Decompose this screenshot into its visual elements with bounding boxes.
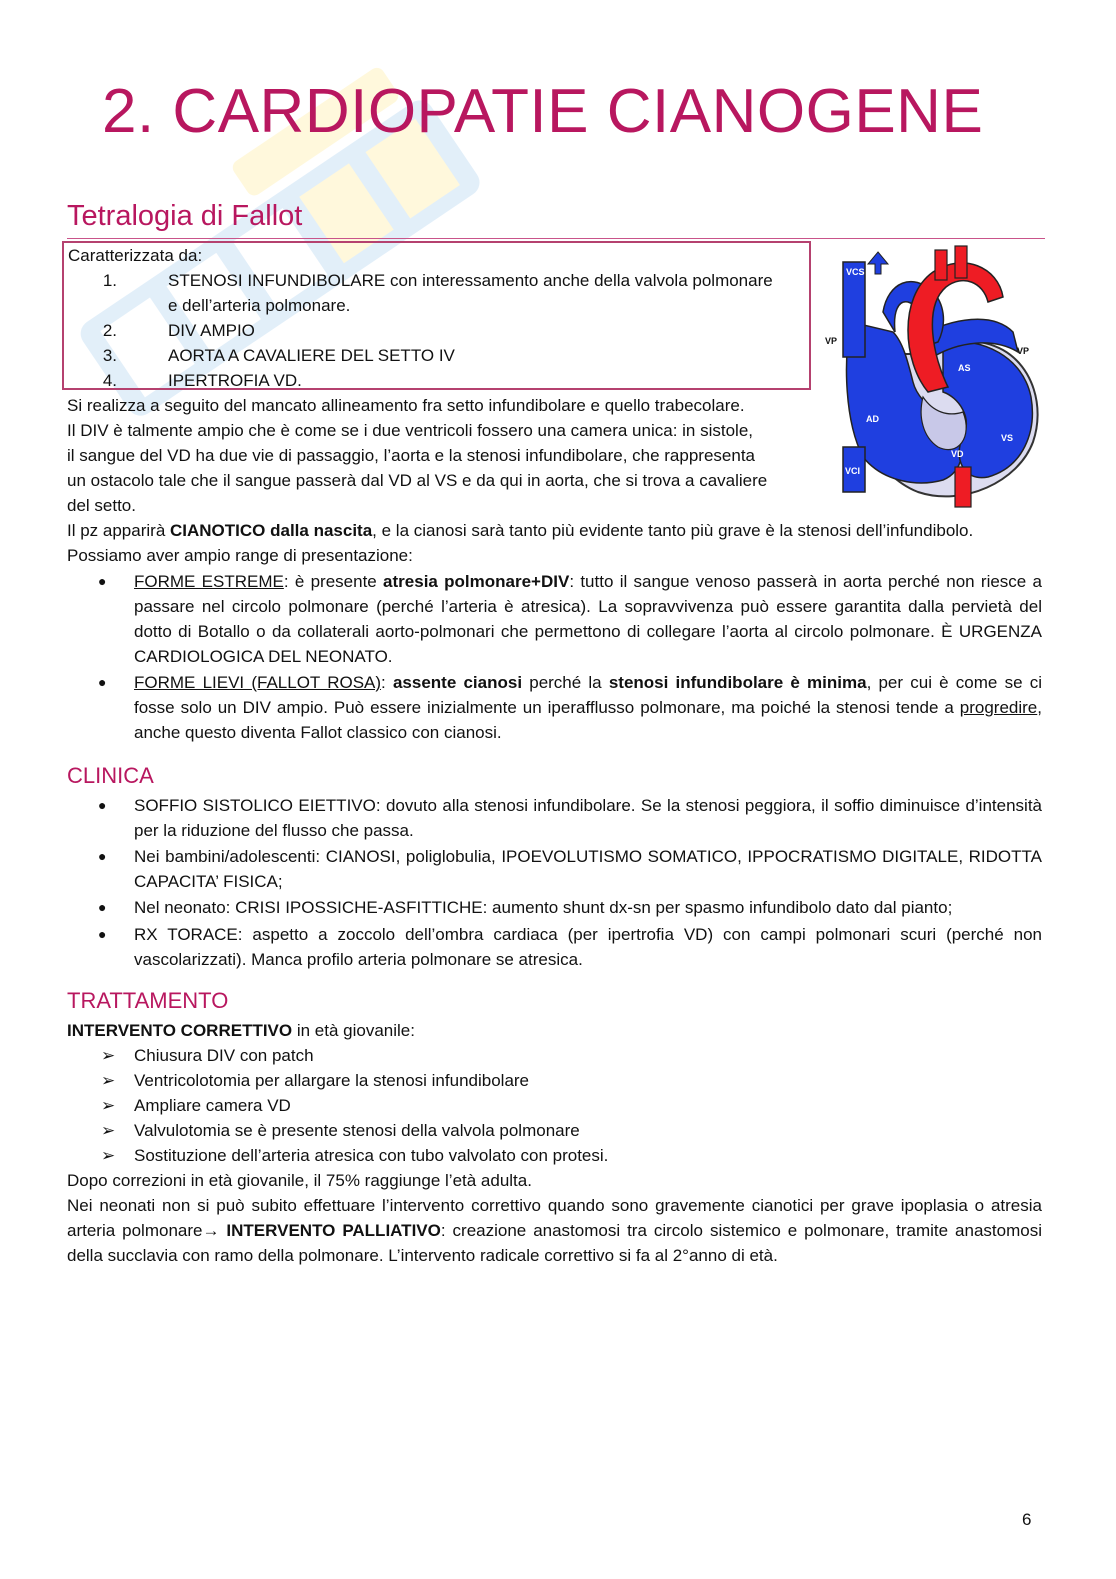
list-item-text: DIV AMPIO (168, 321, 255, 340)
label-as: AS (958, 363, 971, 373)
treatment-item: Sostituzione dell’arteria atresica con tubo valvolato con protesi. (134, 1146, 609, 1165)
list-item-text: STENOSI INFUNDIBOLARE con interessamento anche della valvola polmonare (168, 271, 773, 290)
list-number: 1. (102, 271, 117, 290)
label-ad: AD (866, 414, 879, 424)
treatment-item: Ampliare camera VD (134, 1096, 291, 1115)
aortic-branch (955, 246, 967, 278)
description-line: Il DIV è talmente ampio che è come se i due ventricoli fossero una camera unica: in sistole, (67, 421, 754, 440)
treatment-outcome: Dopo correzioni in età giovanile, il 75% raggiunge l’età adulta. (67, 1171, 532, 1190)
bullet-icon: ● (98, 573, 107, 589)
form-mild: FORME LIEVI (FALLOT ROSA): assente cianosi perché la stenosi infundibolare è minima, per cui è come se ci fosse solo un DIV ampio. Può essere inizialmente un iperafflusso polmonare, ma poiché la stenosi tende a progredire, anche questo diventa Fallot classico con cianosi. (134, 673, 1042, 742)
arrow-bullet-icon: ➢ (101, 1096, 116, 1115)
section-title: Tetralogia di Fallot (67, 200, 303, 232)
heart-diagram (823, 242, 1041, 508)
section-divider (67, 238, 1045, 239)
arrow-bullet-icon: ➢ (101, 1146, 116, 1165)
chapter-title: 2. CARDIOPATIE CIANOGENE (102, 77, 984, 146)
arrow-bullet-icon: ➢ (101, 1046, 116, 1065)
label-vd: VD (951, 449, 964, 459)
flow-arrow-icon (868, 252, 888, 274)
description-line: un ostacolo tale che il sangue passerà dal VD al VS e da qui in aorta, che si trova a cavaliere (67, 471, 768, 490)
clinic-title: CLINICA (67, 763, 154, 788)
arrow-bullet-icon: ➢ (101, 1071, 116, 1090)
bullet-icon: ● (98, 797, 107, 813)
arrow-bullet-icon: ➢ (101, 1121, 116, 1140)
label-vci: VCI (845, 466, 861, 476)
description-line: Si realizza a seguito del mancato allineamento fra setto infundibolare e quello trabecolare. (67, 396, 745, 415)
label-vp-right: VP (1017, 346, 1030, 356)
treatment-item: Chiusura DIV con patch (134, 1046, 314, 1065)
treatment-item: Ventricolotomia per allargare la stenosi infundibolare (134, 1071, 530, 1090)
treatment-title: TRATTAMENTO (67, 988, 229, 1013)
page-number: 6 (1022, 1510, 1032, 1529)
clinic-item: SOFFIO SISTOLICO EIETTIVO: dovuto alla stenosi infundibolare. Se la stenosi peggiora, il soffio diminuisce d’intensità per la riduzione del flusso che passa. (134, 796, 1042, 840)
label-vs: VS (1001, 433, 1014, 443)
label-vp-left: VP (825, 336, 838, 346)
cyanosis-line: Il pz apparirà CIANOTICO dalla nascita, e la cianosi sarà tanto più evidente tanto più grave è la stenosi dell’infundibolo. (67, 521, 974, 540)
clinic-item: RX TORACE: aspetto a zoccolo dell’ombra cardiaca (per ipertrofia VD) con campi polmonari scuri (perché non vascolarizzati). Manca profilo arteria polmonare se atresica. (134, 925, 1042, 969)
list-number: 2. (102, 321, 117, 340)
list-item-text: AORTA A CAVALIERE DEL SETTO IV (168, 346, 455, 365)
bullet-icon: ● (98, 899, 107, 915)
list-item-text-continued: e dell’arteria polmonare. (168, 296, 351, 315)
bullet-icon: ● (98, 926, 107, 942)
description-line: del setto. (67, 496, 136, 515)
treatment-intro: INTERVENTO CORRETTIVO in età giovanile: (67, 1021, 415, 1040)
range-intro: Possiamo aver ampio range di presentazione: (67, 546, 413, 565)
treatment-neonates: Nei neonati non si può subito effettuare l’intervento correttivo quando sono gravemente cianotici per grave ipoplasia o atresia arteria polmonare→ INTERVENTO PALLIATIVO: creazione anastomosi tra circolo sistemico e polmonare, tramite anastomosi della succlavia con ramo della polmonare. L’intervento radicale correttivo si fa al 2°anno di età. (67, 1196, 1042, 1265)
intro-label: Caratterizzata da: (68, 246, 203, 265)
list-number: 3. (102, 346, 117, 365)
bullet-icon: ● (98, 674, 107, 690)
treatment-item: Valvulotomia se è presente stenosi della valvola polmonare (134, 1121, 580, 1140)
form-extreme: FORME ESTREME: è presente atresia polmonare+DIV: tutto il sangue venoso passerà in aorta perché non riesce a passare nel circolo polmonare (perché l’arteria è atresica). La sopravvivenza può essere garantita dalla pervietà del dotto di Botallo o da collaterali aorto-polmonari che permettono di collegare l’aorta al circolo polmonare. È URGENZA CARDIOLOGICA DEL NEONATO. (134, 572, 1042, 666)
list-number: 4. (102, 371, 117, 390)
clinic-item: Nei bambini/adolescenti: CIANOSI, poliglobulia, IPOEVOLUTISMO SOMATICO, IPPOCRATISMO DIGITALE, RIDOTTA CAPACITA’ FISICA; (134, 847, 1042, 891)
descending-aorta (955, 467, 971, 507)
list-item-text: IPERTROFIA VD. (168, 371, 302, 390)
bullet-icon: ● (98, 848, 107, 864)
aortic-branch (935, 250, 947, 280)
description-line: il sangue del VD ha due vie di passaggio, l’aorta e la stenosi infundibolare, che rappresenta (67, 446, 756, 465)
label-vcs: VCS (846, 267, 865, 277)
clinic-item: Nel neonato: CRISI IPOSSICHE-ASFITTICHE: aumento shunt dx-sn per spasmo infundibolo dato dal pianto; (134, 898, 953, 917)
